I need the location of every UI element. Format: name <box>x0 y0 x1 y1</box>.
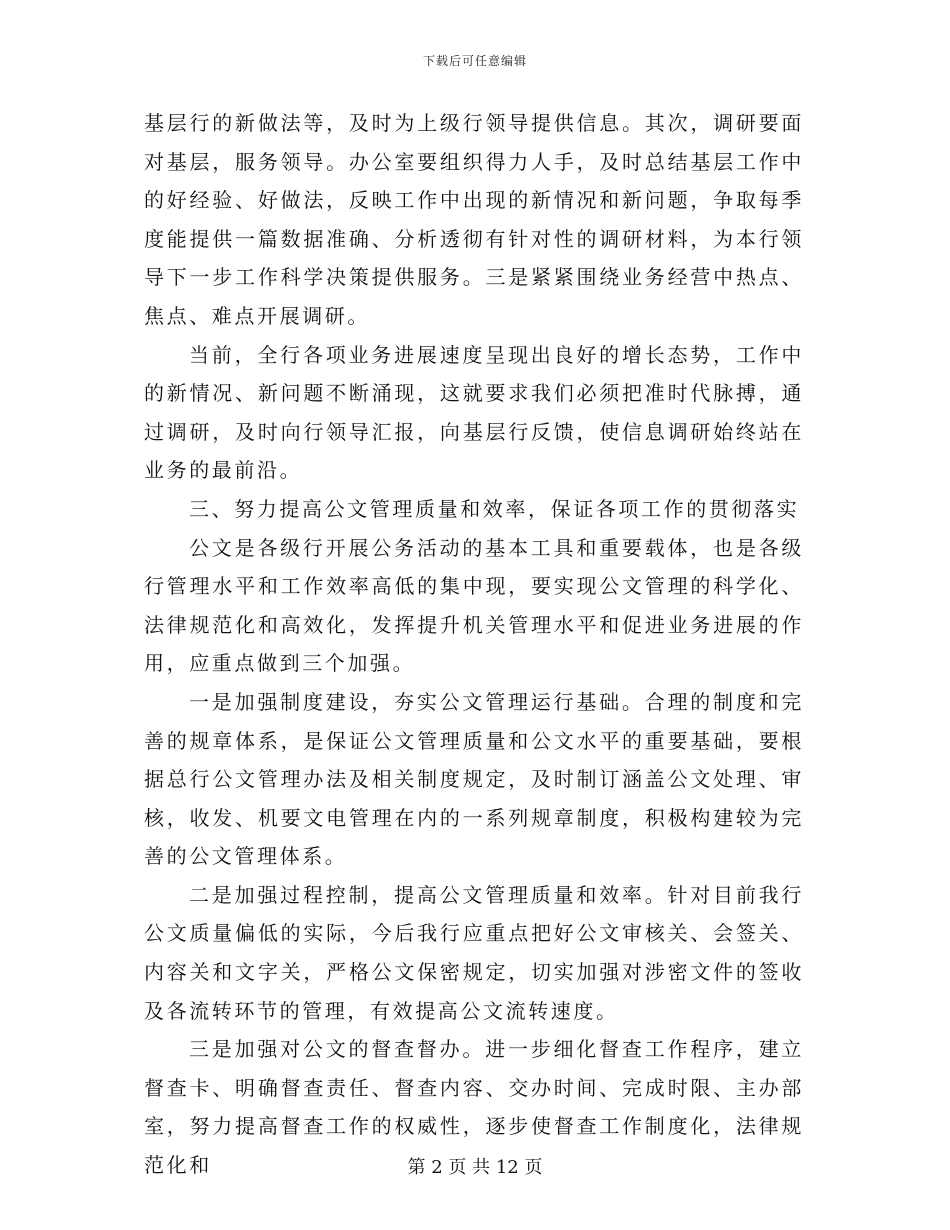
paragraph-3: 公文是各级行开展公务活动的基本工具和重要载体，也是各级行管理水平和工作效率高低的集中现，要实现公文管理的科学化、法律规范化和高效化，发挥提升机关管理水平和促进业务进展的作用，应重点做到三个加强。 <box>144 535 804 676</box>
section-heading: 三、努力提高公文管理质量和效率，保证各项工作的贯彻落实 <box>189 496 800 521</box>
paragraph-1: 基层行的新做法等，及时为上级行领导提供信息。其次，调研要面对基层，服务领导。办公室要组织得力人手，及时总结基层工作中的好经验、好做法，反映工作中出现的新情况和新问题，争取每季度能提供一篇数据准确、分析透彻有针对性的调研材料，为本行领导下一步工作科学决策提供服务。三是紧紧围绕业务经营中热点、焦点、难点开展调研。 <box>144 111 804 328</box>
page-header: 下载后可任意编辑 <box>422 54 527 68</box>
paragraph-5: 二是加强过程控制，提高公文管理质量和效率。针对目前我行公文质量偏低的实际，今后我行应重点把好公文审核关、会签关、内容关和文字关，严格公文保密规定，切实加强对涉密文件的签收及各流转环节的管理，有效提高公文流转速度。 <box>144 882 804 1023</box>
paragraph-4: 一是加强制度建设，夯实公文管理运行基础。合理的制度和完善的规章体系，是保证公文管理质量和公文水平的重要基础，要根据总行公文管理办法及相关制度规定，及时制订涵盖公文处理、审核，收发、机要文电管理在内的一系列规章制度，积极构建较为完善的公文管理体系。 <box>144 689 804 869</box>
page-footer: 第 2 页 共 12 页 <box>407 1157 543 1178</box>
document-body <box>144 104 804 1185</box>
paragraph-6: 三是加强对公文的督查督办。进一步细化督查工作程序，建立督查卡、明确督查责任、督查内容、交办时间、完成时限、主办部室，努力提高督查工作的权威性，逐步使督查工作制度化，法律规范化和 <box>144 1037 804 1178</box>
paragraph-2: 当前，全行各项业务进展速度呈现出良好的增长态势，工作中的新情况、新问题不断涌现，这就要求我们必须把准时代脉搏，通过调研，及时向行领导汇报，向基层行反馈，使信息调研始终站在业务的最前沿。 <box>144 342 804 483</box>
